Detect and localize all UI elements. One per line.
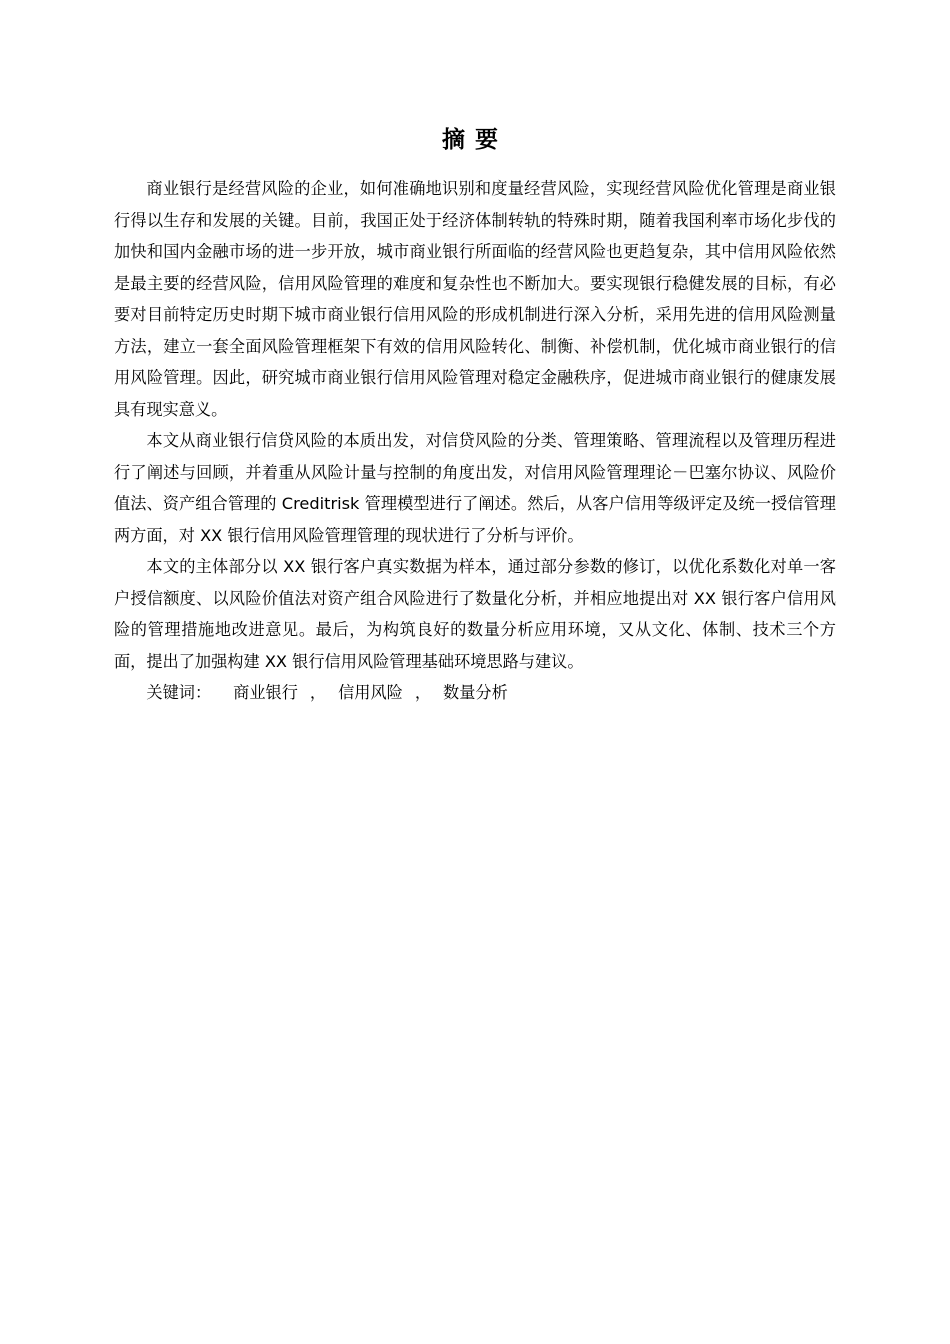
abstract-body [114,173,836,709]
abstract-paragraph-2: 本文从商业银行信贷风险的本质出发，对信贷风险的分类、管理策略、管理流程以及管理历程进行了阐述与回顾，并着重从风险计量与控制的角度出发，对信用风险管理理论－巴塞尔协议、风险价值法、资产组合管理的 Creditrisk 管理模型进行了阐述。然后，从客户信用等级评定及统一授信管理两方面，对 XX 银行信用风险管理管理的现状进行了分析与评价。 [114,431,836,545]
keyword-item: 商业银行 [233,683,298,702]
keyword-item: 数量分析 [443,683,508,702]
keywords-label: 关键词： [146,683,212,702]
keyword-item: 信用风险 [338,683,403,702]
keyword-separator: ， [414,683,432,702]
keywords-line [114,677,836,709]
abstract-title: 摘要 [442,127,508,153]
keyword-separator: ， [309,683,327,702]
abstract-paragraph-1: 商业银行是经营风险的企业，如何准确地识别和度量经营风险，实现经营风险优化管理是商业银行得以生存和发展的关键。目前，我国正处于经济体制转轨的特殊时期，随着我国利率市场化步伐的加快和国内金融市场的进一步开放，城市商业银行所面临的经营风险也更趋复杂，其中信用风险依然是最主要的经营风险，信用风险管理的难度和复杂性也不断加大。要实现银行稳健发展的目标，有必要对目前特定历史时期下城市商业银行信用风险的形成机制进行深入分析，采用先进的信用风险测量方法，建立一套全面风险管理框架下有效的信用风险转化、制衡、补偿机制，优化城市商业银行的信用风险管理。因此，研究城市商业银行信用风险管理对稳定金融秩序，促进城市商业银行的健康发展具有现实意义。 [114,179,836,419]
abstract-paragraph-3: 本文的主体部分以 XX 银行客户真实数据为样本，通过部分参数的修订，以优化系数化对单一客户授信额度、以风险价值法对资产组合风险进行了数量化分析，并相应地提出对 XX 银行客户信用风险的管理措施地改进意见。最后，为构筑良好的数量分析应用环境，又从文化、体制、技术三个方面，提出了加强构建 XX 银行信用风险管理基础环境思路与建议。 [114,557,836,671]
